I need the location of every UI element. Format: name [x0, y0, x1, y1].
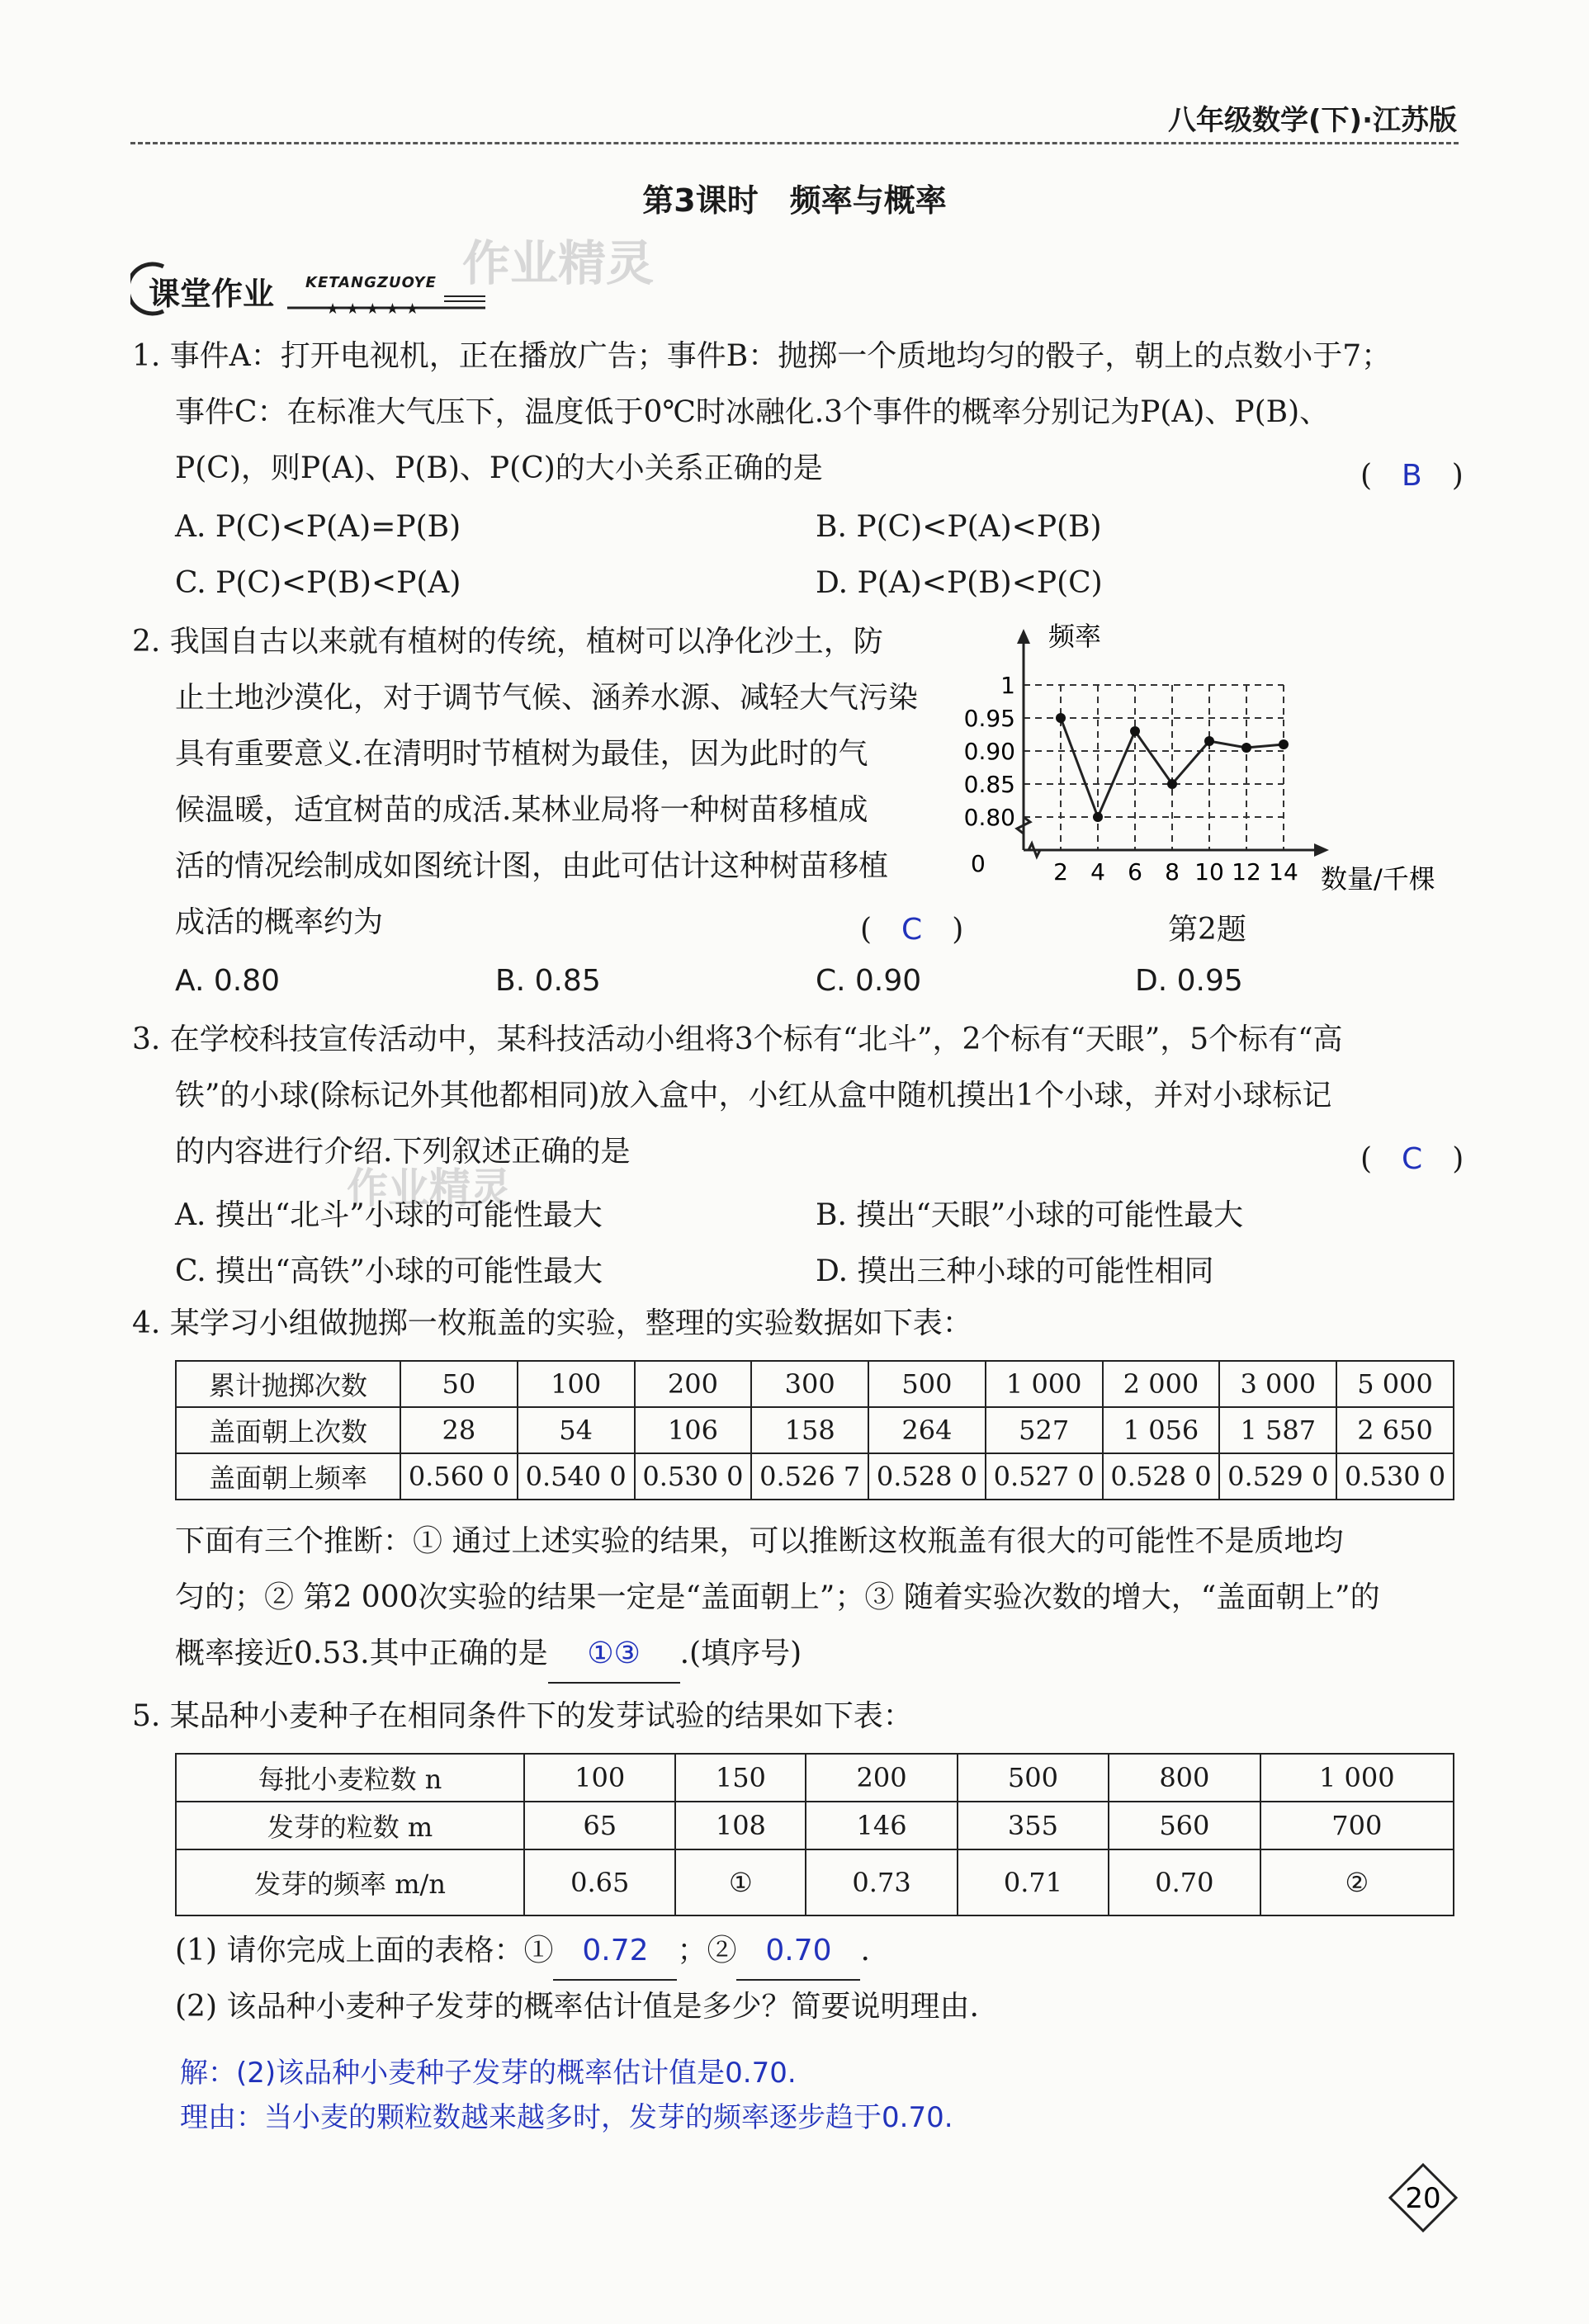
q1-option: B. P(C)<P(A)<P(B): [816, 510, 1102, 544]
q2-option: C. 0.90: [816, 964, 922, 998]
q2-option: A. 0.80: [175, 964, 281, 998]
q3-line: 3. 在学校科技宣传活动中，某科技活动小组将3个标有“北斗”，2个标有“天眼”，5个标有“高: [132, 1023, 1343, 1056]
table-cell: 0.529 0: [1219, 1453, 1336, 1500]
q4-last-line: [175, 1626, 802, 1684]
q4-line: 下面有三个推断：① 通过上述实验的结果，可以推断这枚瓶盖有很大的可能性不是质地均: [175, 1524, 1344, 1558]
q4-line: 匀的；② 第2 000次实验的结果一定是“盖面朝上”；③ 随着实验次数的增大，“盖面朝上”的: [175, 1580, 1380, 1614]
table-cell: 146: [806, 1802, 957, 1849]
table-cell: 527: [986, 1407, 1103, 1453]
data-point: [1204, 736, 1214, 746]
page-number: 20: [1405, 2182, 1441, 2215]
q2-answer-paren: ( C ): [860, 913, 964, 947]
q3-option: A. 摸出“北斗”小球的可能性最大: [175, 1198, 603, 1232]
q5-sub1: [175, 1923, 870, 1981]
table-cell: 65: [524, 1802, 675, 1849]
q2-option: B. 0.85: [495, 964, 601, 998]
data-point: [1279, 739, 1289, 749]
q5-table: [175, 1753, 1454, 1916]
lesson-title: 第3课时 频率与概率: [642, 182, 947, 219]
q4-last-before: 概率接近0.53.其中正确的是: [175, 1637, 548, 1670]
q2-line: 活的情况绘制成如图统计图，由此可估计这种树苗移植: [175, 849, 889, 883]
table-cell: ②: [1260, 1849, 1454, 1915]
chart-ticks: [964, 672, 1298, 886]
data-point: [1241, 743, 1251, 753]
table-cell: 100: [518, 1361, 635, 1407]
x-tick-label: 12: [1232, 858, 1261, 886]
q1-line: 事件C：在标准大气压下，温度低于0℃时冰融化.3个事件的概率分别记为P(A)、P(B)、: [175, 395, 1330, 429]
x-axis-arrow: [1314, 843, 1329, 857]
data-point: [1093, 812, 1103, 822]
q1-answer: B: [1402, 459, 1422, 493]
table-cell: 158: [751, 1407, 868, 1453]
table-cell: 2 650: [1336, 1407, 1454, 1453]
y-axis-arrow: [1017, 629, 1030, 644]
x-tick-label: 4: [1090, 858, 1105, 886]
table-cell: ①: [675, 1849, 806, 1915]
chart-grid: [1024, 685, 1284, 850]
table-cell: 100: [524, 1754, 675, 1802]
q1-option: C. P(C)<P(B)<P(A): [175, 566, 461, 600]
table-cell: 2 000: [1103, 1361, 1220, 1407]
table-cell: 5 000: [1336, 1361, 1454, 1407]
q1-line: P(C)，则P(A)、P(B)、P(C)的大小关系正确的是: [175, 451, 823, 485]
table-cell: 0.540 0: [518, 1453, 635, 1500]
table-cell: 0.560 0: [400, 1453, 518, 1500]
table-cell: 0.527 0: [986, 1453, 1103, 1500]
q3-option: B. 摸出“天眼”小球的可能性最大: [816, 1198, 1244, 1232]
data-point: [1167, 779, 1177, 789]
table-cell: 0.528 0: [868, 1453, 986, 1500]
q5-sub1-before: (1) 请你完成上面的表格：①: [175, 1934, 554, 1967]
q2-answer: C: [901, 913, 923, 947]
table-cell: 发芽的频率 m/n: [176, 1849, 524, 1915]
badge-subtitle: KETANGZUOYE: [305, 274, 437, 291]
table-cell: 发芽的粒数 m: [176, 1802, 524, 1849]
watermark: 作业精灵: [462, 235, 655, 291]
table-cell: 355: [958, 1802, 1109, 1849]
q4-last-after: .(填序号): [679, 1637, 802, 1670]
x-tick-label: 8: [1165, 858, 1180, 886]
q1-option: A. P(C)<P(A)=P(B): [175, 510, 461, 544]
q3-line: 的内容进行介绍.下列叙述正确的是: [175, 1135, 631, 1169]
table-cell: 28: [400, 1407, 518, 1453]
table-cell: 108: [675, 1802, 806, 1849]
q2-line: 候温暖，适宜树苗的成活.某林业局将一种树苗移植成: [175, 793, 868, 827]
q1-answer-paren: ( B ): [1360, 459, 1464, 493]
table-cell: 盖面朝上频率: [176, 1453, 400, 1500]
data-point: [1056, 713, 1066, 723]
y-tick-label: 1: [1000, 672, 1015, 699]
chart-ylabel: 频率: [1048, 621, 1102, 652]
table-row: [176, 1802, 1454, 1849]
q2-caption: 第2题: [1168, 913, 1246, 947]
table-cell: 54: [518, 1407, 635, 1453]
table-cell: 264: [868, 1407, 986, 1453]
q5-solution-line: 理由：当小麦的颗粒数越来越多时，发芽的频率逐步趋于0.70.: [180, 2101, 953, 2134]
q2-line: 成活的概率约为: [175, 905, 384, 939]
x-tick-label: 6: [1128, 858, 1142, 886]
chart-origin: 0: [971, 850, 986, 877]
q1-line: 1. 事件A：打开电视机，正在播放广告；事件B：抛掷一个质地均匀的骰子，朝上的点数小于7；: [132, 339, 1392, 373]
table-cell: 700: [1260, 1802, 1454, 1849]
axis-break: [1024, 843, 1056, 857]
table-cell: 150: [675, 1754, 806, 1802]
table-cell: 0.70: [1109, 1849, 1260, 1915]
table-row: [176, 1361, 1454, 1407]
q4-intro: 4. 某学习小组做抛掷一枚瓶盖的实验，整理的实验数据如下表：: [132, 1306, 972, 1340]
table-row: [176, 1407, 1454, 1453]
table-cell: 500: [958, 1754, 1109, 1802]
x-tick-label: 14: [1269, 858, 1298, 886]
q3-line: 铁”的小球(除标记外其他都相同)放入盒中，小红从盒中随机摸出1个小球，并对小球标记: [175, 1079, 1332, 1112]
data-point: [1130, 726, 1140, 736]
table-cell: 50: [400, 1361, 518, 1407]
q3-answer-paren: ( C ): [1360, 1142, 1464, 1176]
q3-option: D. 摸出三种小球的可能性相同: [816, 1254, 1214, 1288]
table-cell: 0.526 7: [751, 1453, 868, 1500]
table-cell: 1 000: [1260, 1754, 1454, 1802]
table-cell: 200: [806, 1754, 957, 1802]
chart-xlabel: 数量/千棵: [1321, 863, 1435, 895]
table-cell: 0.530 0: [635, 1453, 752, 1500]
table-cell: 500: [868, 1361, 986, 1407]
q5-solution-line: 解：(2)该品种小麦种子发芽的概率估计值是0.70.: [180, 2057, 797, 2090]
q2-chart: [958, 611, 1469, 908]
q5-answer-1[interactable]: 0.72: [553, 1923, 677, 1981]
x-tick-label: 2: [1053, 858, 1068, 886]
table-row: [176, 1849, 1454, 1915]
q2-line: 止土地沙漠化，对于调节气候、涵养水源、减轻大气污染: [175, 681, 919, 715]
table-cell: 0.71: [958, 1849, 1109, 1915]
header-divider: [130, 142, 1459, 144]
q2-line: 2. 我国自古以来就有植树的传统，植树可以净化沙土，防: [132, 625, 883, 659]
x-tick-label: 10: [1194, 858, 1224, 886]
q5-intro: 5. 某品种小麦种子在相同条件下的发芽试验的结果如下表：: [132, 1699, 913, 1733]
y-tick-label: 0.80: [963, 804, 1015, 831]
table-cell: 300: [751, 1361, 868, 1407]
table-row: [176, 1453, 1454, 1500]
table-cell: 3 000: [1219, 1361, 1336, 1407]
q1-option: D. P(A)<P(B)<P(C): [816, 566, 1103, 600]
badge-label: 课堂作业: [149, 276, 275, 312]
table-cell: 每批小麦粒数 n: [176, 1754, 524, 1802]
y-tick-label: 0.95: [963, 705, 1015, 732]
table-cell: 106: [635, 1407, 752, 1453]
table-cell: 200: [635, 1361, 752, 1407]
q5-answer-2[interactable]: 0.70: [736, 1923, 860, 1981]
table-cell: 盖面朝上次数: [176, 1407, 400, 1453]
table-cell: 0.530 0: [1336, 1453, 1454, 1500]
table-cell: 累计抛掷次数: [176, 1361, 400, 1407]
y-tick-label: 0.85: [963, 771, 1015, 798]
watermark: 作业精灵: [347, 1164, 512, 1212]
q4-table: [175, 1360, 1454, 1500]
q2-option: D. 0.95: [1135, 964, 1243, 998]
q5-sub2: (2) 该品种小麦种子发芽的概率估计值是多少？简要说明理由.: [175, 1990, 979, 2024]
table-cell: 1 587: [1219, 1407, 1336, 1453]
badge-stars: ★★★★★: [326, 300, 426, 318]
book-title: 八年级数学(下)·江苏版: [1168, 104, 1457, 137]
q2-line: 具有重要意义.在清明时节植树为最佳，因为此时的气: [175, 737, 868, 771]
q3-answer: C: [1402, 1142, 1423, 1176]
q4-answer[interactable]: ①③: [548, 1626, 680, 1684]
y-tick-label: 0.90: [963, 738, 1015, 765]
q5-sub1-after: .: [860, 1934, 870, 1967]
table-cell: 1 000: [986, 1361, 1103, 1407]
table-cell: 800: [1109, 1754, 1260, 1802]
table-cell: 0.528 0: [1103, 1453, 1220, 1500]
table-row: [176, 1754, 1454, 1802]
table-cell: 560: [1109, 1802, 1260, 1849]
table-cell: 0.73: [806, 1849, 957, 1915]
q3-option: C. 摸出“高铁”小球的可能性最大: [175, 1254, 603, 1288]
q5-sub1-mid: ；②: [677, 1934, 737, 1967]
page-number-badge: [1388, 2162, 1459, 2233]
table-cell: 1 056: [1103, 1407, 1220, 1453]
table-cell: 0.65: [524, 1849, 675, 1915]
